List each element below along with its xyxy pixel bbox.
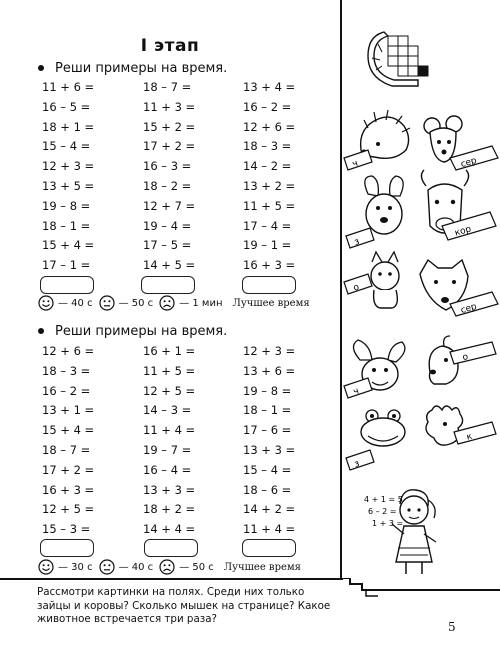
bottom-question: Рассмотри картинки на полях. Среди них только зайцы и коровы? Сколько мышек на странице? Какое животное встречается три раза?	[37, 586, 331, 625]
time-answer-box[interactable]	[242, 539, 296, 557]
equation: 17 + 2 =	[143, 139, 196, 154]
equation: 18 – 1 =	[42, 218, 91, 233]
equation: 16 + 3 =	[243, 258, 296, 273]
equation: 13 + 2 =	[243, 178, 296, 193]
equation: 18 + 1 =	[42, 119, 95, 134]
frog-icon	[361, 410, 405, 446]
equation: 15 – 4 =	[42, 139, 91, 154]
equation: 17 – 4 =	[243, 218, 292, 233]
time-answer-box[interactable]	[141, 276, 195, 294]
mouse-icon	[424, 116, 462, 162]
svg-text:з: з	[353, 458, 361, 470]
time-answer-box[interactable]	[40, 276, 94, 294]
equation: 12 + 5 =	[143, 383, 196, 398]
task-instruction-1: Реши примеры на время.	[38, 61, 227, 76]
stair-step-border	[342, 578, 500, 612]
equation: 15 + 4 =	[42, 238, 95, 253]
equation-column	[143, 78, 195, 276]
equation: 18 – 3 =	[243, 139, 292, 154]
equation: 12 + 5 =	[42, 502, 95, 517]
sad-face-icon	[159, 559, 175, 575]
equation: 16 + 1 =	[143, 344, 196, 358]
equation: 17 – 5 =	[143, 238, 192, 253]
svg-text:кор: кор	[453, 224, 473, 239]
pencil-tag	[344, 274, 372, 294]
bunny-icon	[365, 176, 403, 234]
happy-face-icon	[38, 559, 54, 575]
equation: 11 + 4 =	[143, 423, 196, 438]
equation: 15 + 4 =	[42, 423, 95, 438]
puzzle-row-5	[346, 406, 496, 470]
equation: 16 – 4 =	[143, 462, 192, 477]
pencil-grid-logo	[368, 32, 428, 86]
bullet-icon	[38, 65, 44, 71]
time-answer-box[interactable]	[40, 539, 94, 557]
equation: 17 – 1 =	[42, 258, 91, 273]
time-label: — 50 с	[179, 561, 214, 573]
svg-text:к: к	[465, 431, 474, 443]
equation: 17 – 6 =	[243, 423, 292, 438]
page-number: 5	[448, 620, 456, 634]
equation: 19 – 7 =	[143, 442, 192, 457]
pencil-tag	[450, 342, 496, 364]
neutral-face-icon	[99, 559, 115, 575]
kitten-icon	[371, 252, 399, 308]
equation: 19 – 8 =	[42, 198, 91, 213]
time-label: — 40 с	[58, 297, 93, 309]
equation: 18 – 7 =	[143, 80, 192, 94]
equation: 15 + 2 =	[143, 119, 196, 134]
time-legend-2	[38, 557, 301, 577]
pencil-tag	[346, 228, 374, 248]
equation: 13 + 3 =	[143, 482, 196, 497]
time-answer-box[interactable]	[242, 276, 296, 294]
equation: 14 + 5 =	[143, 258, 196, 273]
best-time-label: Лучшее время	[232, 297, 310, 309]
equation: 15 – 4 =	[243, 462, 292, 477]
equation: 12 + 6 =	[243, 119, 296, 134]
equation: 18 – 2 =	[143, 178, 192, 193]
equation: 18 – 7 =	[42, 442, 91, 457]
bottom-divider	[0, 578, 343, 580]
equation: 11 + 5 =	[243, 198, 296, 213]
page-title: I этап	[140, 36, 200, 56]
pencil-tag	[450, 146, 498, 170]
equation: 16 – 3 =	[143, 159, 192, 174]
equation: 19 – 4 =	[143, 218, 192, 233]
equation: 16 – 2 =	[243, 99, 292, 114]
equation: 13 + 4 =	[243, 80, 296, 94]
pencil-tag	[344, 378, 372, 398]
equation: 13 + 6 =	[243, 363, 296, 378]
equation: 11 + 5 =	[143, 363, 196, 378]
time-label: — 1 мин	[179, 297, 223, 309]
equation: 14 + 4 =	[143, 522, 196, 537]
puzzle-row-2	[346, 170, 496, 248]
equation-column	[42, 78, 94, 276]
equation: 14 + 2 =	[243, 502, 296, 517]
best-time-label: Лучшее время	[223, 561, 301, 573]
equation: 12 + 7 =	[143, 198, 196, 213]
equation: 13 + 1 =	[42, 403, 95, 418]
bullet-icon	[38, 328, 44, 334]
equation: 18 – 1 =	[243, 403, 292, 418]
equation: 16 – 2 =	[42, 383, 91, 398]
svg-text:о: о	[352, 282, 361, 294]
time-label: — 40 с	[118, 561, 154, 573]
equation: 13 + 5 =	[42, 178, 95, 193]
svg-text:4 + 1 = 5: 4 + 1 = 5	[364, 495, 403, 504]
svg-text:з: з	[353, 236, 361, 248]
equation: 11 + 4 =	[243, 522, 296, 537]
equation: 16 + 3 =	[42, 482, 95, 497]
equation: 13 + 3 =	[243, 442, 296, 457]
equation-column	[243, 78, 295, 276]
svg-text:ч: ч	[352, 386, 361, 398]
equation: 11 + 3 =	[143, 99, 196, 114]
equation: 15 – 3 =	[42, 522, 91, 537]
equation: 18 – 6 =	[243, 482, 292, 497]
equation: 12 + 6 =	[42, 344, 95, 358]
equation: 14 – 3 =	[143, 403, 192, 418]
pencil-tag	[344, 150, 372, 170]
puzzle-row-3	[344, 252, 498, 316]
equation: 12 + 3 =	[42, 159, 95, 174]
svg-text:1 + 3 =: 1 + 3 =	[372, 519, 404, 528]
time-label: — 50 с	[118, 297, 154, 309]
equation: 18 – 3 =	[42, 363, 91, 378]
svg-text:о: о	[461, 352, 470, 364]
sidebar-illustrations	[342, 0, 500, 578]
svg-text:сер: сер	[459, 155, 478, 171]
svg-text:сер: сер	[459, 301, 478, 317]
neutral-face-icon	[99, 295, 115, 311]
time-legend-1	[38, 293, 310, 313]
girl-with-board-icon	[364, 490, 436, 574]
equation: 16 – 5 =	[42, 99, 91, 114]
happy-face-icon	[38, 295, 54, 311]
svg-text:ч: ч	[351, 158, 360, 170]
pencil-tag	[346, 450, 374, 470]
equation: 19 – 8 =	[243, 383, 292, 398]
equation: 17 + 2 =	[42, 462, 95, 477]
time-answer-box[interactable]	[144, 539, 198, 557]
equation-column	[42, 342, 94, 540]
equation: 12 + 3 =	[243, 344, 296, 358]
equation: 18 + 2 =	[143, 502, 196, 517]
equation: 14 – 2 =	[243, 159, 292, 174]
puzzle-row-4	[344, 336, 496, 398]
task-instruction-2: Реши примеры на время.	[38, 324, 227, 339]
puzzle-row-1	[344, 110, 498, 170]
equation: 19 – 1 =	[243, 238, 292, 253]
time-label: — 30 с	[58, 561, 93, 573]
equation-column	[243, 342, 295, 540]
equation-column	[143, 342, 195, 540]
sad-face-icon	[159, 295, 175, 311]
equation: 11 + 6 =	[42, 80, 95, 94]
svg-text:6 – 2 =: 6 – 2 =	[368, 507, 397, 516]
